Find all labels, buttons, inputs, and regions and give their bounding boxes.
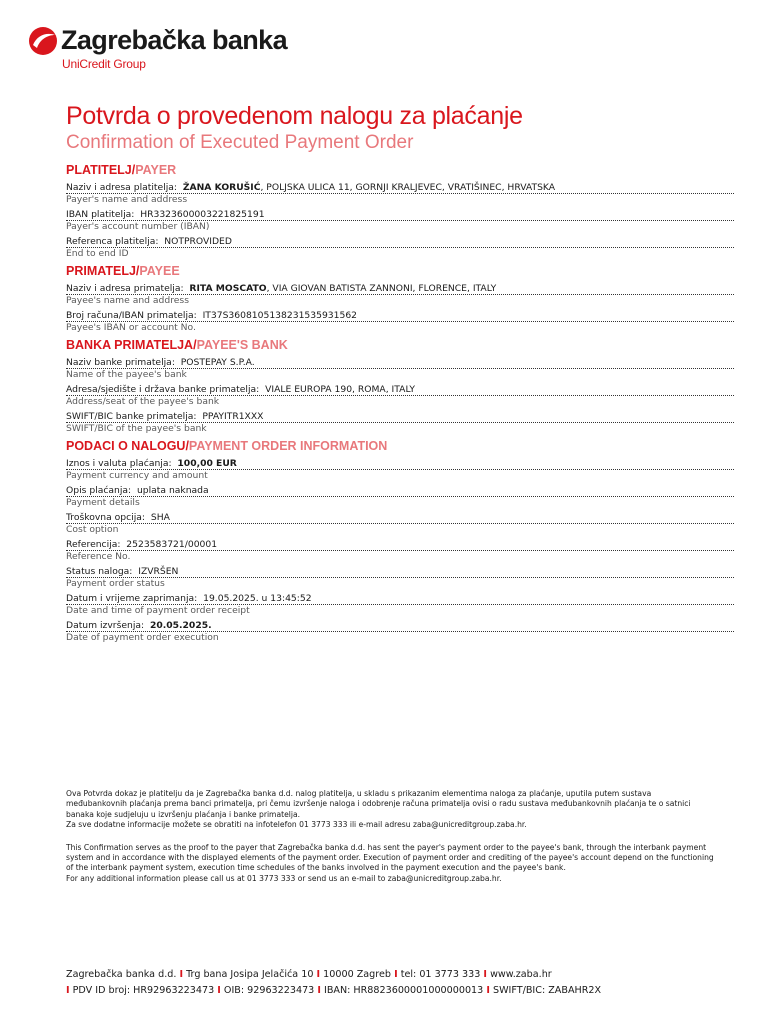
bank-swift-field: SWIFT/BIC banke primatelja: PPAYITR1XXX SWIFT/BIC of the payee's bank: [66, 409, 734, 434]
bank-name-value: POSTEPAY S.P.A.: [180, 357, 255, 368]
payee-name-value: RITA MOSCATO: [189, 283, 267, 294]
bank-address-value: VIALE EUROPA 190, ROMA, ITALY: [265, 384, 415, 395]
order-description-field: Opis plaćanja: uplata naknada Payment details: [66, 483, 734, 508]
payee-iban-value: IT37S3608105138231535931562: [202, 310, 358, 321]
order-amount-value: 100,00 EUR: [177, 458, 237, 469]
section-order-heading: PODACI O NALOGU/PAYMENT ORDER INFORMATION: [66, 439, 388, 453]
unicredit-logo-icon: [28, 26, 58, 56]
section-payee-heading: PRIMATELJ/PAYEE: [66, 264, 180, 278]
document-subtitle: Confirmation of Executed Payment Order: [66, 132, 414, 153]
order-status-field: Status naloga: IZVRŠEN Payment order status: [66, 564, 734, 589]
section-payer-heading: PLATITELJ/PAYER: [66, 163, 177, 177]
order-amount-field: Iznos i valuta plaćanja: 100,00 EUR Payment currency and amount: [66, 456, 734, 481]
payer-reference-field: Referenca platitelja: NOTPROVIDED End to end ID: [66, 234, 734, 259]
group-name: UniCredit Group: [62, 57, 146, 71]
order-description-value: uplata naknada: [136, 485, 209, 496]
footer-legal-row: I PDV ID broj: HR92963223473 I OIB: 92963223473 I IBAN: HR8823600001000000013 I SWIFT/BIC: ZABAHR2X: [66, 985, 602, 996]
order-cost-value: SHA: [150, 512, 170, 523]
order-reference-value: 2523583721/00001: [126, 539, 218, 550]
bank-swift-value: PPAYITR1XXX: [202, 411, 264, 422]
order-receipt-value: 19.05.2025. u 13:45:52: [203, 593, 312, 604]
payee-name-field: Naziv i adresa primatelja: RITA MOSCATO, VIA GIOVAN BATISTA ZANNONI, FLORENCE, ITALY Payee's name and address: [66, 281, 734, 306]
payer-name-value: ŽANA KORUŠIĆ: [182, 182, 261, 193]
footer-website: www.zaba.hr: [490, 969, 552, 980]
order-receipt-field: Datum i vrijeme zaprimanja: 19.05.2025. u 13:45:52 Date and time of payment order receipt: [66, 591, 734, 616]
disclaimer-croatian: Ova Potvrda dokaz je platitelju da je Zagrebačka banka d.d. nalog platitelja, u skladu s prikazanim elementima naloga za plaćanje, uputila putem sustava međubankovnih plaćanja prema banci primatelja, pri čemu izvršenje naloga i odobrenje računa primatelja ovisi o radu sustava međubankovnih plaćanja te o satnici banaka koje sudjeluju u izvršenju plaćanja i banke primatelja. Za sve dodatne informacije možete se obratiti na infotelefon 01 3773 333 ili e-mail adresu zaba@unicreditgroup.zaba.hr.: [66, 789, 691, 830]
order-reference-field: Referencija: 2523583721/00001 Reference No.: [66, 537, 734, 562]
order-cost-field: Troškovna opcija: SHA Cost option: [66, 510, 734, 535]
footer: [66, 967, 746, 999]
document-title: Potvrda o provedenom nalogu za plaćanje: [66, 102, 523, 130]
payee-iban-field: Broj računa/IBAN primatelja: IT37S3608105138231535931562 Payee's IBAN or account No.: [66, 308, 734, 333]
disclaimer: [66, 789, 738, 896]
payer-reference-value: NOTPROVIDED: [164, 236, 232, 247]
payer-iban-field: IBAN platitelja: HR3323600003221825191 Payer's account number (IBAN): [66, 207, 734, 232]
payer-iban-value: HR3323600003221825191: [140, 209, 265, 220]
bank-address-field: Adresa/sjedište i država banke primatelja: VIALE EUROPA 190, ROMA, ITALY Address/seat of the payee's bank: [66, 382, 734, 407]
brand-name: Zagrebačka banka: [61, 25, 288, 55]
order-execution-value: 20.05.2025.: [149, 620, 212, 631]
footer-address-row: Zagrebačka banka d.d. I Trg bana Josipa Jelačića 10 I 10000 Zagreb I tel: 01 3773 333 I www.zaba.hr: [66, 969, 552, 980]
order-status-value: IZVRŠEN: [138, 566, 179, 577]
bank-name-field: Naziv banke primatelja: POSTEPAY S.P.A. Name of the payee's bank: [66, 355, 734, 380]
section-bank-heading: BANKA PRIMATELJA/PAYEE'S BANK: [66, 338, 288, 352]
disclaimer-english: This Confirmation serves as the proof to the payer that Zagrebačka banka d.d. has sent the payer's payment order to the payee's bank, through the interbank payment system and in accordance with the displayed elements of the payment order. Execution of payment order and crediting of the payee's account depend on the functioning of the interbank payment system, execution time schedules of the banks involved in the payment execution and the payee's bank. For any additional information please call us at 01 3773 333 or send us an e-mail to zaba@unicreditgroup.zaba.hr.: [66, 842, 714, 883]
order-execution-field: Datum izvršenja: 20.05.2025. Date of payment order execution: [66, 618, 734, 643]
payer-name-field: Naziv i adresa platitelja: ŽANA KORUŠIĆ, POLJSKA ULICA 11, GORNJI KRALJEVEC, VRATIŠINEC, HRVATSKA Payer's name and address: [66, 180, 734, 205]
document-body: [66, 158, 734, 645]
bank-logo: [28, 26, 287, 71]
